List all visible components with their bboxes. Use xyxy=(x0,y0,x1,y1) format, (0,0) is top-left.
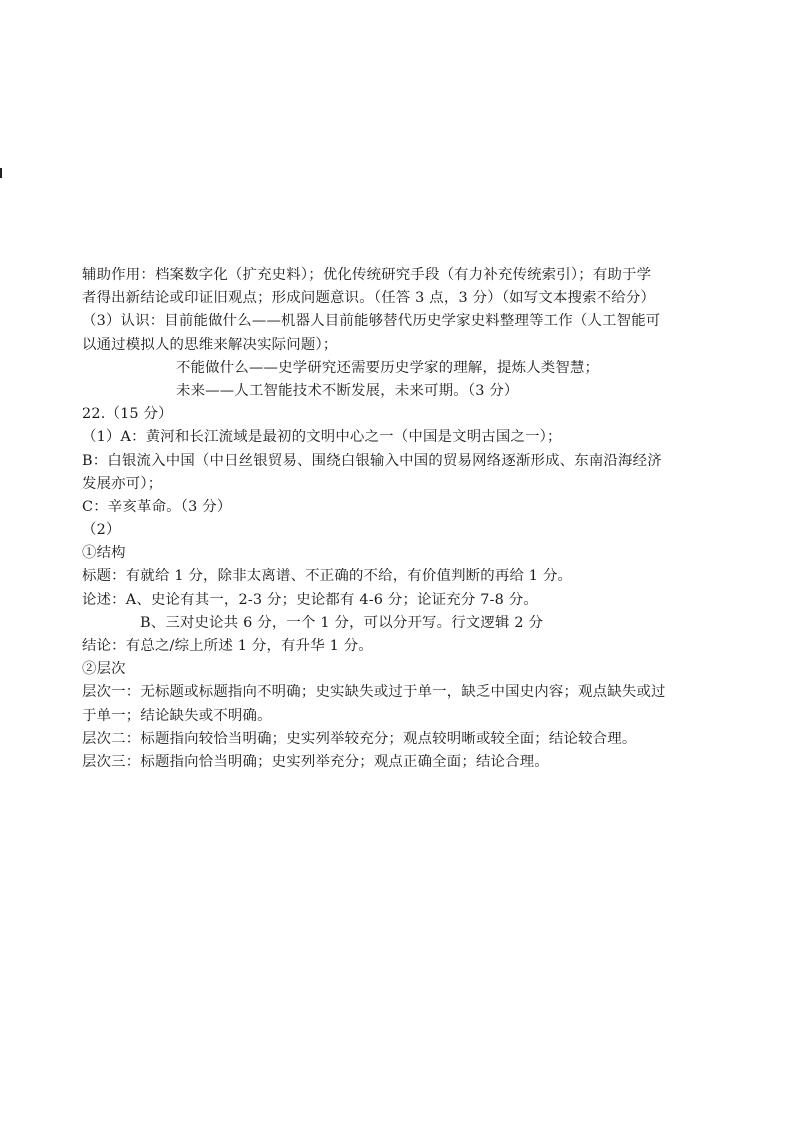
question-heading: 22.（15 分） xyxy=(82,406,173,423)
text-line: 发展亦可）； xyxy=(82,475,163,492)
section-heading: ②层次 xyxy=(82,661,126,678)
text-line: 未来——人工智能技术不断发展，未来可期。（3 分） xyxy=(176,382,519,399)
text-line: 于单一；结论缺失或不明确。 xyxy=(82,707,272,724)
text-line: 者得出新结论或印证旧观点；形成问题意识。（任答 3 点，3 分）（如写文本搜索不给分） xyxy=(82,290,656,307)
text-line: 辅助作用：档案数字化（扩充史料）；优化传统研究手段（有力补充传统索引）；有助于学 xyxy=(82,267,652,283)
text-line: 论述：A、史论有其一，2-3 分；史论都有 4-6 分；论证充分 7-8 分。 xyxy=(82,591,538,608)
text-line: 结论：有总之/综上所述 1 分，有升华 1 分。 xyxy=(82,638,373,654)
answer-key-text xyxy=(82,264,722,774)
text-line: （1）A：黄河和长江流域是最初的文明中心之一（中国是文明古国之一）； xyxy=(82,429,562,446)
text-line: C：辛亥革命。（3 分） xyxy=(82,498,232,515)
text-line: 层次一：无标题或标题指向不明确；史实缺失或过于单一，缺乏中国史内容；观点缺失或过 xyxy=(82,684,666,701)
text-line: 不能做什么——史学研究还需要历史学家的理解，提炼人类智慧； xyxy=(176,359,600,376)
text-line: B：白银流入中国（中日丝银贸易、围绕白银输入中国的贸易网络逐渐形成、东南沿海经济 xyxy=(82,452,662,469)
text-line: 以通过模拟人的思维来解决实际问题）； xyxy=(82,336,338,353)
text-line: B、三对史论共 6 分，一个 1 分，可以分开写。行文逻辑 2 分 xyxy=(140,614,544,631)
text-line: 层次二：标题指向较恰当明确；史实列举较充分；观点较明晰或较全面；结论较合理。 xyxy=(82,730,637,747)
text-line: （3）认识：目前能做什么——机器人目前能够替代历史学家史料整理等工作（人工智能可 xyxy=(82,313,661,330)
text-line: 标题：有就给 1 分，除非太离谱、不正确的不给，有价值判断的再给 1 分。 xyxy=(82,568,573,585)
page-edge-mark xyxy=(0,168,2,178)
text-line: 层次三：标题指向恰当明确；史实列举充分；观点正确全面；结论合理。 xyxy=(82,753,549,770)
section-heading: ①结构 xyxy=(82,545,126,562)
text-line: （2） xyxy=(82,522,121,539)
